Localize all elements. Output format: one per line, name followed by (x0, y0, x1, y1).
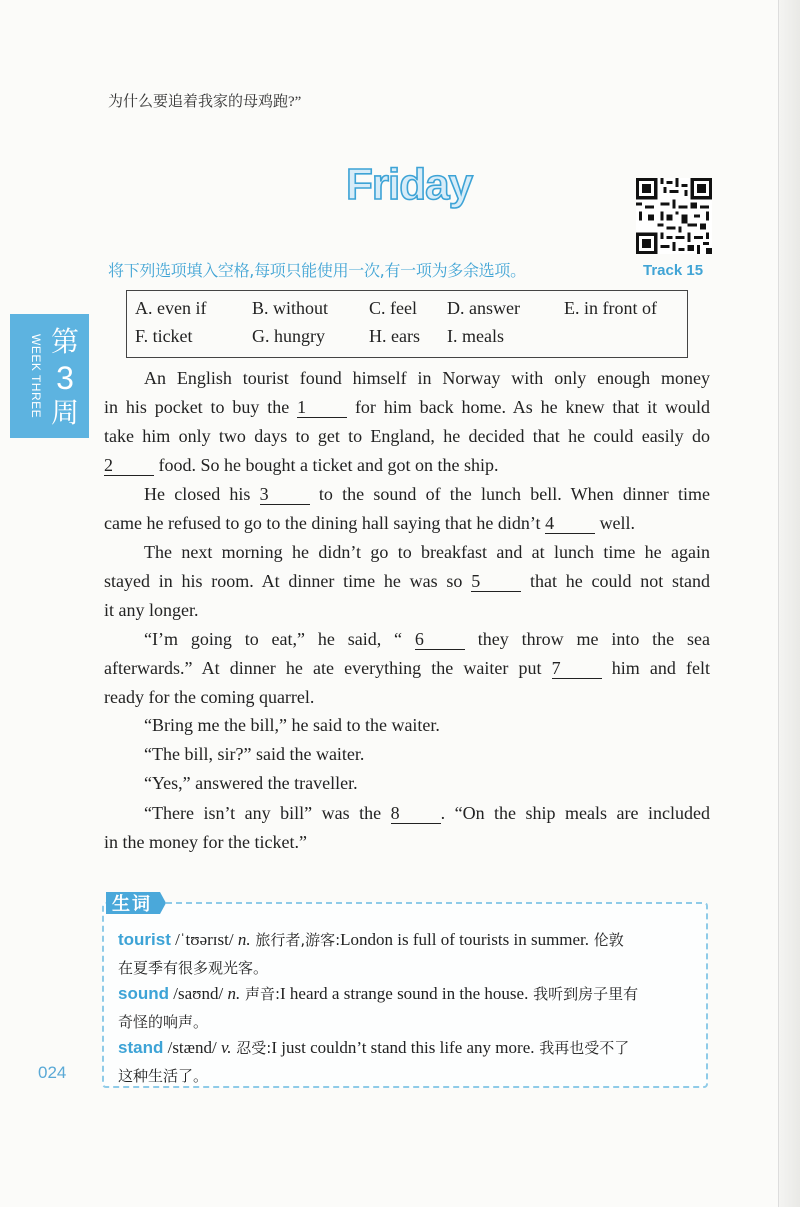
option-a: A. even if (135, 298, 207, 318)
text-line (104, 451, 710, 480)
blank-3: 3 (260, 484, 310, 505)
passage-paragraph-2 (104, 480, 710, 538)
passage-paragraph-7 (104, 769, 710, 798)
text-span: him and felt (611, 658, 711, 678)
passage-paragraph-8 (104, 799, 710, 857)
text-span: they throw me into the sea (477, 629, 711, 649)
example-translation-cont: 奇怪的响声。 (118, 1013, 209, 1031)
headword: tourist (118, 930, 171, 949)
qr-code-icon (636, 178, 712, 254)
blank-7: 7 (552, 658, 602, 679)
definition: 旅行者,游客: (250, 931, 341, 949)
text-span: food. So he bought a ticket and got on the ship. (158, 455, 499, 475)
text-span: “I’m going to eat,” he said, “ (144, 629, 403, 649)
blank-5: 5 (471, 571, 521, 592)
definition: 声音: (240, 985, 281, 1003)
option-c: C. feel (369, 298, 417, 318)
text-line: take him only two days to get to England, he decided that he could easily do (104, 426, 710, 446)
text-span: “There isn’t any bill” was the (144, 803, 382, 823)
text-span: well. (599, 513, 636, 533)
example-translation: 我听到房子里有 (528, 985, 639, 1003)
text-span: . “On the ship meals are included (440, 803, 710, 823)
passage-paragraph-3 (104, 538, 710, 625)
blank-8: 8 (391, 803, 441, 824)
passage-paragraph-1 (104, 364, 710, 480)
text-span: in his pocket to buy the (104, 397, 290, 417)
phonetic: /stænd/ (163, 1038, 221, 1057)
option-h: H. ears (369, 326, 420, 346)
part-of-speech: v. (220, 1038, 232, 1057)
passage-paragraph-5 (104, 711, 710, 740)
text-line: it any longer. (104, 600, 199, 620)
text-line (104, 625, 710, 654)
text-span: stayed in his room. At dinner time he was so (104, 571, 463, 591)
previous-story-last-line: 为什么要追着我家的母鸡跑?” (108, 94, 302, 110)
example-translation-cont: 这种生活了。 (118, 1067, 209, 1085)
page-title: Friday (346, 160, 473, 209)
text-line: “Yes,” answered the traveller. (144, 773, 358, 793)
text-span: for him back home. As he knew that it would (354, 397, 711, 417)
example: I just couldn’t stand this life any more. (271, 1038, 535, 1057)
option-b: B. without (252, 298, 329, 318)
exercise-instruction: 将下列选项填入空格,每项只能使用一次,有一项为多余选项。 (108, 261, 526, 280)
text-span: afterwards.” At dinner he ate everything the waiter put (104, 658, 542, 678)
text-span: came he refused to go to the dining hall saying that he didn’t (104, 513, 541, 533)
week-tab-number: 3 (56, 360, 74, 396)
text-line: “Bring me the bill,” he said to the waiter. (144, 715, 440, 735)
blank-4: 4 (545, 513, 595, 534)
text-span: He closed his (144, 484, 251, 504)
blank-6: 6 (415, 629, 465, 650)
text-line: ready for the coming quarrel. (104, 687, 315, 707)
text-line: in the money for the ticket.” (104, 832, 307, 852)
passage-paragraph-4 (104, 625, 710, 712)
vocab-entry-tourist (118, 926, 698, 982)
example-translation-cont: 在夏季有很多观光客。 (118, 959, 269, 977)
page-number: 024 (38, 1063, 67, 1082)
text-line: The next morning he didn’t go to breakfast and at lunch time he again (144, 542, 710, 562)
page-edge (778, 0, 800, 1207)
example: London is full of tourists in summer. (340, 930, 590, 949)
option-g: G. hungry (252, 326, 325, 346)
option-f: F. ticket (135, 326, 193, 346)
text-line (104, 509, 710, 538)
text-line (104, 480, 710, 509)
audio-track-label: Track 15 (643, 262, 704, 279)
text-line (104, 567, 710, 596)
option-d: D. answer (447, 298, 520, 318)
text-line: An English tourist found himself in Norway with only enough money (144, 368, 710, 388)
option-e: E. in front of (564, 298, 657, 318)
phonetic: /saʊnd/ (169, 984, 228, 1003)
text-line: “The bill, sir?” said the waiter. (144, 744, 365, 764)
blank-2: 2 (104, 455, 154, 476)
phonetic: /ˈtʊərɪst/ (170, 930, 238, 949)
blank-1: 1 (297, 397, 347, 418)
text-span: that he could not stand (529, 571, 711, 591)
part-of-speech: n. (227, 984, 241, 1003)
vocab-entry-stand (118, 1034, 698, 1090)
example-translation: 伦敦 (589, 931, 624, 949)
text-line (104, 393, 710, 422)
week-tab-di: 第 (50, 325, 79, 358)
example-translation: 我再也受不了 (534, 1039, 630, 1057)
week-tab-english: WEEK THREE (29, 334, 43, 419)
headword: stand (118, 1038, 164, 1057)
example: I heard a strange sound in the house. (280, 984, 529, 1003)
headword: sound (118, 984, 169, 1003)
text-span: to the sound of the lunch bell. When dinner time (318, 484, 711, 504)
passage-paragraph-6 (104, 740, 710, 769)
week-tab-zhou: 周 (50, 396, 79, 429)
part-of-speech: n. (237, 930, 251, 949)
text-line (104, 654, 710, 683)
definition: 忍受: (231, 1039, 272, 1057)
option-i: I. meals (447, 326, 504, 346)
vocab-entry-sound (118, 980, 698, 1036)
vocabulary-badge-label: 生词 (112, 894, 152, 915)
options-box (126, 290, 688, 358)
text-line (104, 799, 710, 828)
